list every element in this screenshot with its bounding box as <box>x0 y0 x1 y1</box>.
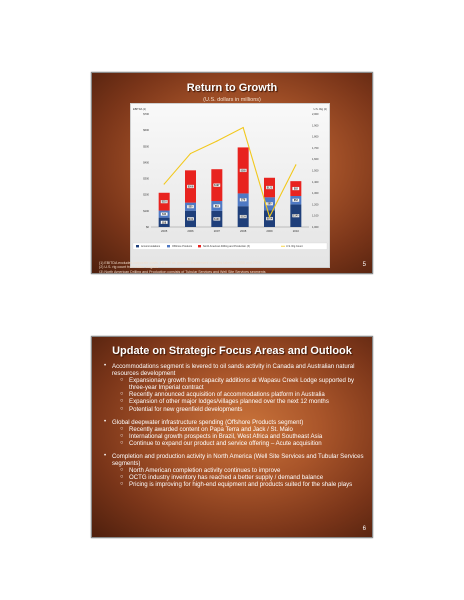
data-label: $61 <box>214 204 219 208</box>
circle-bullet-icon: ○ <box>120 467 124 474</box>
data-label: $104 <box>266 217 273 221</box>
y-tick-label: $400 <box>143 161 149 165</box>
sub-bullet <box>112 474 366 481</box>
data-label: $100 <box>214 217 220 221</box>
x-tick-label: 2007 <box>213 229 220 233</box>
sub-bullet-text: International growth prospects in Brazil, West Africa and Southeast Asia <box>129 432 323 440</box>
circle-bullet-icon: ○ <box>120 405 124 412</box>
footnote: (1) EBITDA excludes corporate costs, as well as goodwill impairment charges taken in 2008 and 2009 <box>99 261 261 265</box>
sub-bullet-text: North American completion activity continues to improve <box>129 467 281 475</box>
x-tick-label: 2009 <box>266 229 273 233</box>
slide-strategic-focus <box>91 336 373 538</box>
circle-bullet-icon: ○ <box>120 391 124 398</box>
bullet-item <box>104 453 366 488</box>
rig-count-point <box>243 127 244 128</box>
y-tick-label: $0 <box>146 226 149 229</box>
data-label: $129 <box>240 215 246 219</box>
sub-bullet-list <box>112 377 366 412</box>
data-label: $200 <box>187 185 194 189</box>
footnote: (2) U.S. rig count from Baker Hughes <box>99 265 159 270</box>
y2-tick-label: 1,200 <box>312 203 319 207</box>
bullet-icon: • <box>104 418 107 425</box>
slide-title: Update on Strategic Focus Areas and Outlook <box>112 345 352 357</box>
y2-tick-label: 1,600 <box>312 158 319 162</box>
circle-bullet-icon: ○ <box>120 425 124 432</box>
y-axis-label: EBITDA (1) <box>133 108 147 111</box>
legend-entry: Offshore Products <box>172 245 193 248</box>
data-label: $121 <box>266 186 273 190</box>
data-label: $80 <box>267 202 272 206</box>
y2-tick-label: 1,000 <box>312 226 319 229</box>
sub-bullet <box>112 433 366 440</box>
sub-bullet-text: Expansionary growth from capacity additions at Wapasu Creek Lodge supported by three-year Imperial contract <box>129 377 355 392</box>
y2-tick-label: 1,400 <box>312 180 319 184</box>
circle-bullet-icon: ○ <box>120 432 124 439</box>
legend-swatch <box>136 245 139 247</box>
circle-bullet-icon: ○ <box>120 439 124 446</box>
y-tick-label: $500 <box>143 145 149 149</box>
sub-bullet-text: Recently announced acquisition of accommodations platform in Australia <box>129 391 325 399</box>
data-label: $140 <box>293 214 299 218</box>
rig-count-point <box>269 216 270 217</box>
sub-bullet <box>112 398 366 405</box>
rig-count-point <box>190 153 191 154</box>
sub-bullet-list <box>112 426 366 447</box>
y2-axis-label: U.S. Rig (2) <box>313 108 327 111</box>
bullet-item <box>104 419 366 447</box>
sub-bullet <box>112 440 366 447</box>
legend-entry: Accommodations <box>141 245 161 248</box>
bullet-text: Global deepwater infrastructure spending (Offshore Products segment) <box>112 418 304 426</box>
y2-tick-label: 1,800 <box>312 135 319 139</box>
sub-bullet <box>112 377 366 391</box>
y-tick-label: $100 <box>143 209 149 213</box>
page-number: 6 <box>362 526 366 532</box>
bullet-item <box>104 363 366 413</box>
y2-tick-label: 1,500 <box>312 169 319 173</box>
data-label: $79 <box>241 198 246 202</box>
sub-bullet <box>112 481 366 488</box>
y-tick-label: $200 <box>143 193 149 197</box>
sub-bullet <box>112 426 366 433</box>
legend-swatch <box>198 245 201 247</box>
rig-count-point <box>164 183 165 184</box>
legend-entry: North American Drilling and Production (3) <box>203 245 250 248</box>
bullet-icon: • <box>104 453 107 460</box>
rig-count-point <box>216 141 217 142</box>
circle-bullet-icon: ○ <box>120 474 124 481</box>
sub-bullet <box>112 467 366 474</box>
legend-entry: U.S. Rig Count <box>286 245 303 248</box>
footnotes <box>99 261 349 274</box>
sub-bullet-text: Recently awarded content on Papa Terra and Jack / St. Malo <box>129 425 293 433</box>
sub-bullet-list <box>112 467 366 488</box>
data-label: $101 <box>187 217 194 221</box>
data-label: $44 <box>162 213 167 217</box>
x-tick-label: 2010 <box>292 229 299 233</box>
y2-tick-label: 2,000 <box>312 113 319 116</box>
ebitda-rig-chart <box>131 104 329 267</box>
data-label: $197 <box>214 184 220 188</box>
page-number: 5 <box>362 262 366 268</box>
y2-tick-label: 1,900 <box>312 124 319 128</box>
footnote: (3) North American Drilling and Production consists of Tubular Services and Well Site Services segments <box>99 269 266 274</box>
x-tick-label: 2005 <box>161 229 168 233</box>
sub-bullet <box>112 406 366 413</box>
y-tick-label: $600 <box>143 129 149 133</box>
slide-title: Return to Growth <box>186 82 278 94</box>
data-label: $285 <box>240 169 246 173</box>
circle-bullet-icon: ○ <box>120 398 124 405</box>
x-tick-label: 2006 <box>187 229 194 233</box>
data-label: $92 <box>293 187 298 191</box>
sub-bullet <box>112 391 366 398</box>
y2-tick-label: 1,700 <box>312 146 319 150</box>
sub-bullet-text: Expansion of other major lodges/villages planned over the next 12 months <box>129 398 329 406</box>
legend-swatch <box>167 245 170 247</box>
bullet-list <box>104 363 366 495</box>
rig-count-point <box>295 164 296 165</box>
bullet-text: Completion and production activity in North America (Well Site Services and Tubular Services segments) <box>112 453 364 468</box>
data-label: $52 <box>293 199 298 203</box>
data-label: $58 <box>162 221 167 225</box>
sub-bullet-text: OCTG industry inventory has reached a better supply / demand balance <box>129 474 324 482</box>
slide-subtitle: (U.S. dollars in millions) <box>203 97 261 103</box>
circle-bullet-icon: ○ <box>120 481 124 488</box>
data-label: $110 <box>161 200 167 204</box>
y-tick-label: $300 <box>143 177 149 181</box>
chart-panel <box>130 103 330 268</box>
data-label: $50 <box>188 205 193 209</box>
y2-tick-label: 1,300 <box>312 192 319 196</box>
bullet-text: Accommodations segment is levered to oil sands activity in Canada and Australian natural resources development <box>112 363 355 378</box>
y2-tick-label: 1,100 <box>312 214 319 218</box>
y-tick-label: $700 <box>143 113 149 116</box>
slide-return-to-growth <box>91 72 373 274</box>
x-tick-label: 2008 <box>240 229 247 233</box>
rig-count-line <box>161 128 296 217</box>
sub-bullet-text: Continue to expand our product and service offering – Acute acquisition <box>129 439 322 447</box>
sub-bullet-text: Pricing is improving for high-end equipment and products suited for the shale plays <box>129 481 353 489</box>
circle-bullet-icon: ○ <box>120 377 124 384</box>
sub-bullet-text: Potential for new greenfield developments <box>129 405 243 413</box>
bullet-icon: • <box>104 363 107 369</box>
